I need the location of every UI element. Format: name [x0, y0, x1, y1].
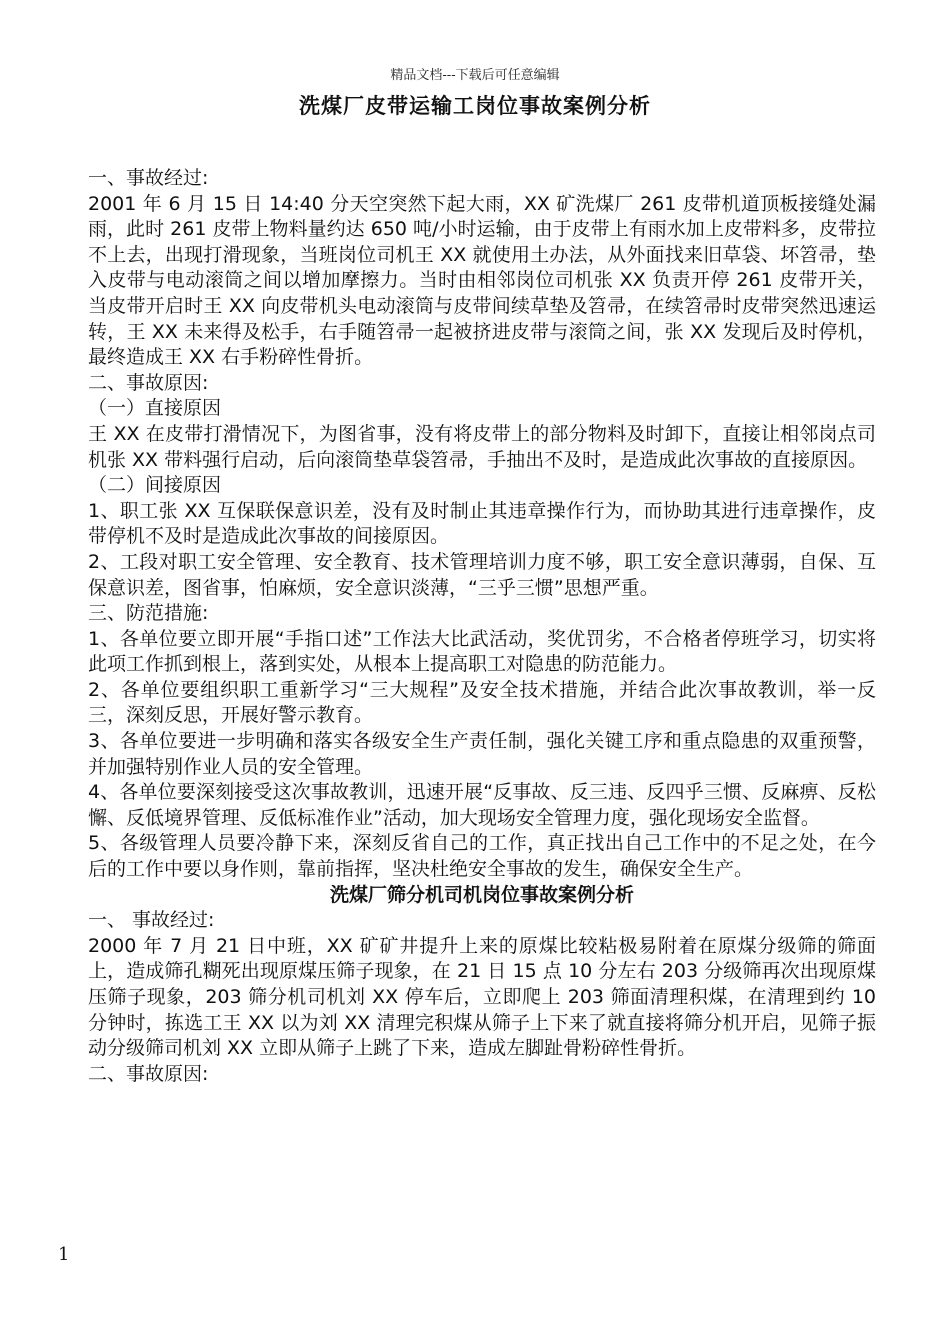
- paragraph-measure-3: 3、各单位要进一步明确和落实各级安全生产责任制，强化关键工序和重点隐患的双重预警，并加强特别作业人员的安全管理。: [88, 730, 876, 778]
- document-title: 洗煤厂皮带运输工岗位事故案例分析: [299, 93, 651, 118]
- document-body: [88, 166, 876, 1087]
- paragraph-direct-cause: 王 XX 在皮带打滑情况下，为图省事，没有将皮带上的部分物料及时卸下，直接让相邻岗点司机张 XX 带料强行启动，后向滚筒垫草袋笤帚，手抽出不及时，是造成此次事故的直接原因。: [88, 422, 876, 471]
- paragraph-measure-5: 5、各级管理人员要冷静下来，深刻反省自己的工作，真正找出自己工作中的不足之处，在今后的工作中要以身作则，靠前指挥，坚决杜绝安全事故的发生，确保安全生产。: [88, 832, 876, 881]
- header-note: 精品文档---下载后可任意编辑: [390, 68, 560, 83]
- section-2-title: 洗煤厂筛分机司机岗位事故案例分析: [329, 883, 634, 906]
- subheading-direct-cause: （一）直接原因: [88, 397, 222, 420]
- page-number: 1: [58, 1244, 70, 1265]
- paragraph-indirect-cause-2: 2、工段对职工安全管理、安全教育、技术管理培训力度不够，职工安全意识薄弱，自保、互保意识差，图省事，怕麻烦，安全意识淡薄，“三乎三惯”思想严重。: [88, 550, 876, 599]
- heading-accident-process: 一、事故经过:: [88, 167, 209, 189]
- paragraph-measure-2: 2、各单位要组织职工重新学习“三大规程”及安全技术措施，并结合此次事故教训，举一反三，深刻反思，开展好警示教育。: [88, 678, 876, 727]
- paragraph-measure-4: 4、各单位要深刻接受这次事故教训，迅速开展“反事故、反三违、反四乎三惯、反麻痹、反松懈、反低境界管理、反低标准作业”活动，加大现场安全管理力度，强化现场安全监督。: [88, 781, 876, 829]
- paragraph-indirect-cause-1: 1、职工张 XX 互保联保意识差，没有及时制止其违章操作行为，而协助其进行违章操作，皮带停机不及时是造成此次事故的间接原因。: [88, 499, 876, 548]
- subheading-indirect-cause: （二）间接原因: [88, 474, 222, 497]
- heading-section2-accident-cause: 二、事故原因:: [88, 1062, 209, 1085]
- heading-accident-cause: 二、事故原因:: [88, 371, 209, 394]
- paragraph-accident-process: 2001 年 6 月 15 日 14:40 分天空突然下起大雨，XX 矿洗煤厂 261 皮带机道顶板接缝处漏雨，此时 261 皮带上物料量约达 650 吨/小时运输，由于皮带上有雨水加上皮带料多，皮带拉不上去，出现打滑现象，当班岗位司机王 XX 就使用土办法，从外面找来旧草袋、坏笤帚，垫入皮带与电动滚筒之间以增加摩擦力。当时由相邻岗位司机张 XX 负责开停 261 皮带开关，当皮带开启时王 XX 向皮带机头电动滚筒与皮带间续草垫及笤帚，在续笤帚时皮带突然迅速运转，王 XX 未来得及松手，右手随笤帚一起被挤进皮带与滚筒之间，张 XX 发现后及时停机，最终造成王 XX 右手粉碎性骨折。: [88, 192, 876, 369]
- paragraph-section2-accident-process: 2000 年 7 月 21 日中班，XX 矿矿井提升上来的原煤比较粘极易附着在原煤分级筛的筛面上，造成筛孔糊死出现原煤压筛子现象，在 21 日 15 点 10 分左右 203 分级筛再次出现原煤压筛子现象，203 筛分机司机刘 XX 停车后，立即爬上 203 筛面清理积煤，在清理到约 10 分钟时，拣选工王 XX 以为刘 XX 清理完积煤从筛子上下来了就直接将筛分机开启，见筛子振动分级筛司机刘 XX 立即从筛子上跳了下来，造成左脚趾骨粉碎性骨折。: [88, 934, 876, 1060]
- paragraph-measure-1: 1、各单位要立即开展“手指口述”工作法大比武活动，奖优罚劣，不合格者停班学习，切实将此项工作抓到根上，落到实处，从根本上提高职工对隐患的防范能力。: [88, 627, 876, 676]
- heading-preventive-measures: 三、防范措施:: [88, 602, 209, 625]
- heading-section2-accident-process: 一、 事故经过:: [88, 909, 215, 932]
